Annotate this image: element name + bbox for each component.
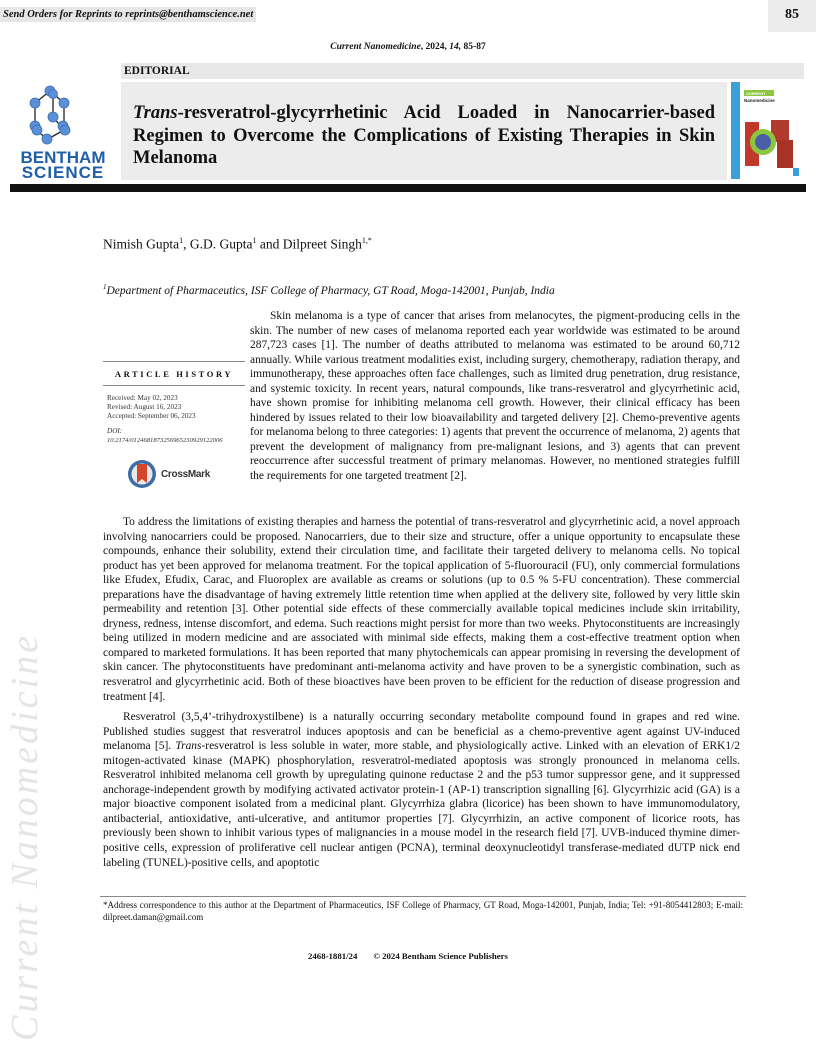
paragraph-text: -resveratrol is less soluble in water, more stable, and physiologically active. Linked with an elevation of ERK1/2 mitogen-activated kinase (MAPK) phosphorylation, resveratrol-mediated apoptosis was strongly pronounced in melanoma cells. Resveratrol inhibited melanoma cell growth by upregulating quinone reductase 2 and the p53 tumor suppressor gene, and it suppressed anchorage-independent growth by modifying activated activator protein-1 (AP-1) transcription signalling [6]. Glycyrrhizic acid (GA) is a major bioactive component isolated from a medicinal plant. Glycyrrhiza glabra (licorice) has been shown to have immunomodulatory, antibacterial, antioxidative, anti-ulcerative, and antitumor properties [7]. Glycyrrhizin, an active component of licorice roots, has previously been shown to inhibit various types of malignancies in a mouse model in the research field [7]. UVB-induced thymine dimer-positive cells, expression of proliferative cell nuclear antigen (PCNA), terminal deoxynucleotidyl transferase-mediated dUTP nick end labeling (TUNEL)-positive cells, and apoptotic xyxy=(103,740,740,869)
article-type: EDITORIAL xyxy=(121,63,804,79)
affiliation-mark: 1 xyxy=(103,283,107,291)
molecule-icon xyxy=(10,82,116,180)
paragraph-italic: Trans xyxy=(175,740,202,753)
journal-name: Current Nanomedicine xyxy=(330,42,421,52)
crossmark-button[interactable] xyxy=(127,459,245,489)
issn-footer xyxy=(0,951,816,961)
author-affiliation-mark: 1 xyxy=(252,236,257,245)
paragraph-text: Resveratrol (3,5,4’-trihydroxystilbene) is a naturally occurring secondary metabolite compound found in grapes and red wine. Published studies suggest that resveratrol induces apoptosis and can be beneficial as a chemo-preventive agent against UV-induced melanoma [5]. xyxy=(103,711,740,753)
author-name: Nimish Gupta xyxy=(103,236,180,252)
affiliation-text: Department of Pharmaceutics, ISF College of Pharmacy, GT Road, Moga-142001, Punjab, India xyxy=(106,284,555,297)
cover-journal: Nanomedicine xyxy=(744,98,775,103)
title-box xyxy=(121,82,727,180)
article-title xyxy=(133,102,715,170)
affiliation xyxy=(103,283,555,297)
bentham-science-logo xyxy=(10,82,116,180)
logo-line2: SCIENCE xyxy=(21,163,105,180)
accepted-date: Accepted: September 06, 2023 xyxy=(107,412,196,420)
copyright: © 2024 Bentham Science Publishers xyxy=(373,951,508,961)
citation-year: 2024, xyxy=(425,42,447,52)
title-rest: -resveratrol-glycyrrhetinic Acid Loaded in Nanocarrier-based Regimen to Overcome the Complications of Existing Therapies in Skin Melanoma xyxy=(133,103,715,168)
reprint-notice: Send Orders for Reprints to reprints@benthamscience.net xyxy=(0,7,256,22)
cover-label: CURRENT xyxy=(746,91,766,96)
crossmark-label: CrossMark xyxy=(161,468,210,480)
body-paragraph xyxy=(103,710,740,870)
author-name: and Dilpreet Singh xyxy=(256,236,362,252)
logo-line1: BENTHAM xyxy=(20,148,106,167)
author-name: , G.D. Gupta xyxy=(183,236,253,252)
header-divider xyxy=(10,184,806,192)
history-bottom-rule xyxy=(103,385,245,386)
history-title: ARTICLE HISTORY xyxy=(114,369,234,379)
author-affiliation-mark: 1 xyxy=(179,236,184,245)
crossmark-icon xyxy=(127,459,157,489)
article-history xyxy=(103,361,245,489)
abstract-text: Skin melanoma is a type of cancer that arises from melanocytes, the pigment-producing cells in the skin. The number of new cases of melanoma reported each year worldwide was estimated to be around 287,723 cases [1]. The number of deaths attributed to melanoma was estimated to be around 60,712 annually. While various treatment modalities exist, including surgery, chemotherapy, radiation therapy, and immunotherapy, these approaches often face challenges, such as limited drug penetration, drug resistance, and systemic toxicity. In recent years, natural compounds, like trans-resveratrol and glycyrrhetinic acid, have shown promise for inhibiting melanoma cell growth. However, their clinical efficacy has been hindered by issues related to their low bioavailability and targeted delivery [2]. Chemo-preventive agents for melanoma belong to three categories: 1) agents that prevent the occurrence of melanoma, 2) agents that prevent the development of malignancy from pre-malignant lesions, and 3) agents that can prevent reoccurrence after successful treatment of primary melanomas. However, no mentioned strategies fulfill the requirements for one targeted treatment [2]. xyxy=(250,310,740,483)
page-number: 85 xyxy=(768,0,816,32)
citation-pages: 85-87 xyxy=(463,42,486,52)
author-list xyxy=(103,236,372,253)
doi-link[interactable]: 10.2174/0124681873256965230929122006 xyxy=(107,437,223,444)
journal-watermark: Current Nanomedicine xyxy=(4,633,46,1041)
author-affiliation-mark: 1,* xyxy=(361,236,372,245)
title-italic: Trans xyxy=(133,103,178,123)
journal-citation: Current Nanomedicine, 2024, 14, 85-87 xyxy=(330,42,486,52)
revised-date: Revised: August 16, 2023 xyxy=(107,403,182,411)
doi-label: DOI: xyxy=(107,427,123,435)
article-body xyxy=(103,515,740,876)
body-paragraph: To address the limitations of existing therapies and harness the potential of trans-resveratrol and glycyrrhetinic acid, a novel approach involving nanocarriers could be proposed. Nanocarriers, due to their size and structure, offer a unique opportunity to encapsulate these compounds, enhance their solubility, extend their circulation time, and facilitate their targeted delivery to melanoma cells. No topical product has yet been approved for melanoma treatment. For the topical application of 5-fluorouracil (FU), only commercial formulations like Efudex, Efudix, Carac, and Fluoroplex are available as creams or solutions (up to 0.5 % 5-FU concentration). These commercial preparations have the disadvantage of having extremely little retention time when applied at the delivery site, followed by very little skin permeability and retention [3]. Other potential side effects of these commercially available topical medicines include skin irritability, dryness, redness, intense discomfort, and edema. Such reactions might persist for more than two weeks. Phytoconstituents are increasingly being utilized in modern medicine and are associated with minimal side effects, making them a cost-effective treatment option when compared to marketed formulations. It has been reported that many phytochemicals can appear promising in reversing the development of skin cancer. The phytoconstituents have predominant anti-melanoma activity and have proven to be a synergistic combination, such as resveratrol and glycyrrhetinic acid. Both of these bioactives have been proven to be efficient for the reduction of disease progression and treatment [4]. xyxy=(103,516,740,703)
citation-volume: 14, xyxy=(449,42,462,52)
issn: 2468-1881/24 xyxy=(308,951,358,961)
correspondence-footnote: *Address correspondence to this author at the Department of Pharmaceutics, ISF College of Pharmacy, GT Road, Moga-142001, Punjab, India; Tel: +91-8054412803; E-mail: dilpreet.daman@gmail.com xyxy=(103,900,743,922)
received-date: Received: May 02, 2023 xyxy=(107,394,178,402)
abstract xyxy=(250,309,740,484)
footnote-rule xyxy=(100,896,746,897)
journal-cover-thumbnail[interactable] xyxy=(731,82,803,179)
